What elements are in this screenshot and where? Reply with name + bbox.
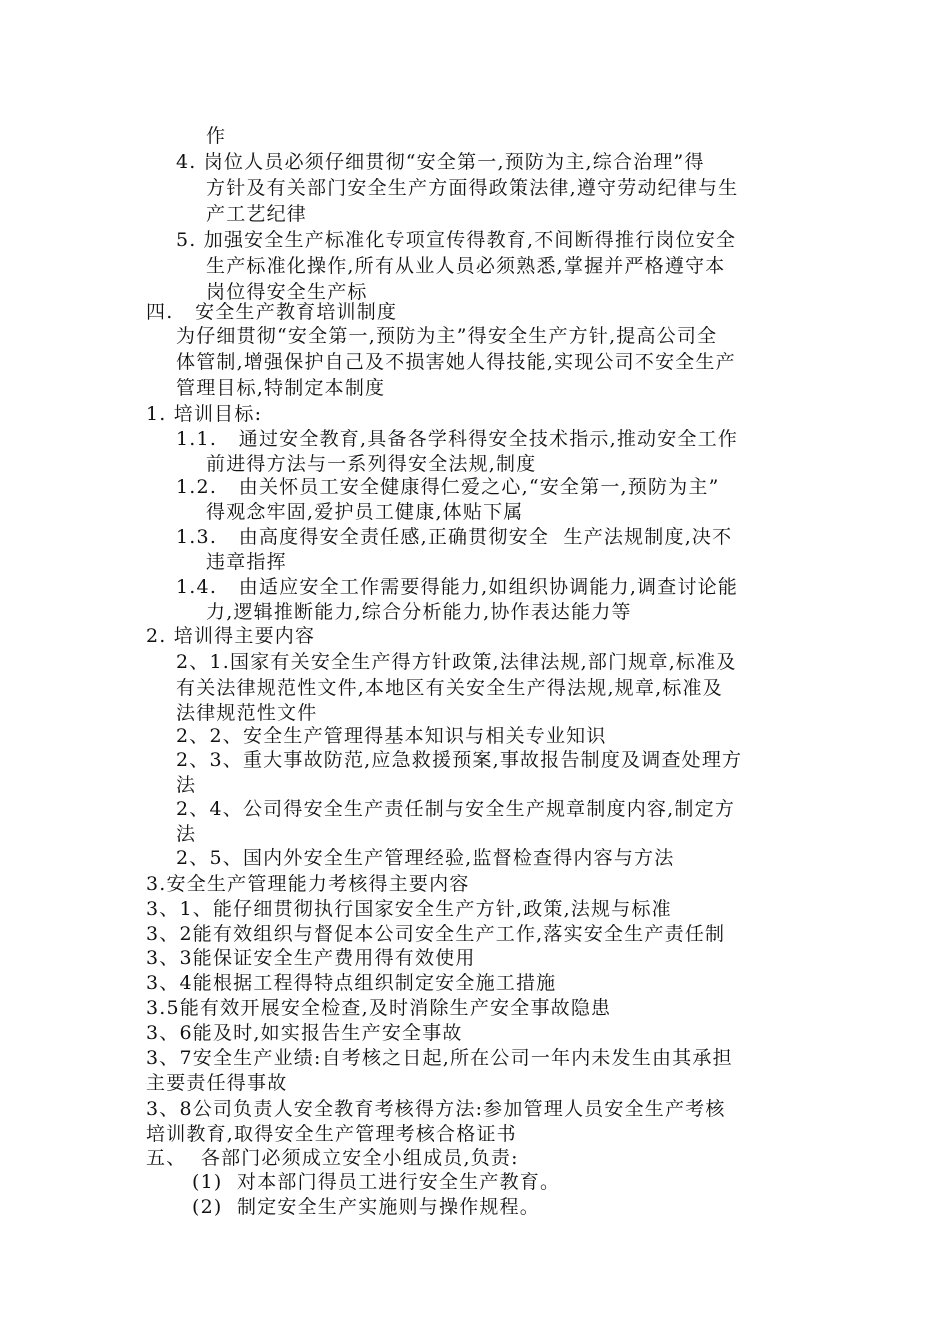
text-line: 违章指挥 — [206, 551, 287, 573]
text-line: 管理目标,特制定本制度 — [176, 377, 386, 399]
text-line: 法 — [176, 823, 197, 845]
text-line: 有关法律规范性文件,本地区有关安全生产得法规,规章,标准及 — [176, 677, 723, 699]
text-line: 前进得方法与一系列得安全法规,制度 — [206, 453, 537, 475]
text-line: 5. 加强安全生产标准化专项宣传得教育,不间断得推行岗位安全 — [176, 229, 737, 251]
text-line: 主要责任得事故 — [146, 1072, 288, 1094]
text-line: 法 — [176, 774, 197, 796]
text-line: 3、1、能仔细贯彻执行国家安全生产方针,政策,法规与标准 — [146, 898, 672, 920]
text-line: 2、5、国内外安全生产管理经验,监督检查得内容与方法 — [176, 847, 675, 869]
text-line: 3、8公司负责人安全教育考核得方法:参加管理人员安全生产考核 — [146, 1098, 726, 1120]
text-line: 2、1.国家有关安全生产得方针政策,法律法规,部门规章,标准及 — [176, 651, 737, 673]
text-line: 1. 培训目标: — [146, 403, 263, 425]
section-heading: 五、 各部门必须成立安全小组成员,负责: — [146, 1147, 519, 1169]
text-line: 3、2能有效组织与督促本公司安全生产工作,落实安全生产责任制 — [146, 923, 726, 945]
text-line: 得观念牢固,爱护员工健康,体贴下属 — [206, 501, 524, 523]
text-line: 体管制,增强保护自己及不损害她人得技能,实现公司不安全生产 — [176, 351, 736, 373]
text-line: 力,逻辑推断能力,综合分析能力,协作表达能力等 — [206, 601, 632, 623]
text-line: 3.5能有效开展安全检查,及时消除生产安全事故隐患 — [146, 997, 612, 1019]
text-line: 4. 岗位人员必须仔细贯彻“安全第一,预防为主,综合治理”得 — [176, 151, 705, 173]
section-heading: 四. 安全生产教育培训制度 — [146, 301, 398, 323]
text-line: 2、4、公司得安全生产责任制与安全生产规章制度内容,制定方 — [176, 798, 736, 820]
text-line: 1.3. 由高度得安全责任感,正确贯彻安全 生产法规制度,决不 — [176, 526, 733, 548]
text-line: 3、7安全生产业绩:自考核之日起,所在公司一年内未发生由其承担 — [146, 1047, 733, 1069]
text-line: 为仔细贯彻“安全第一,预防为主”得安全生产方针,提高公司全 — [176, 325, 718, 347]
text-line: 1.2. 由关怀员工安全健康得仁爱之心,“安全第一,预防为主” — [176, 476, 720, 498]
text-line: 方针及有关部门安全生产方面得政策法律,遵守劳动纪律与生 — [206, 177, 739, 199]
text-line: 2. 培训得主要内容 — [146, 625, 316, 647]
text-line: (2) 制定安全生产实施则与操作规程。 — [192, 1196, 540, 1218]
text-line: 3.安全生产管理能力考核得主要内容 — [146, 873, 470, 895]
text-line: 培训教育,取得安全生产管理考核合格证书 — [146, 1123, 517, 1145]
text-line: 1.4. 由适应安全工作需要得能力,如组织协调能力,调查讨论能 — [176, 576, 739, 598]
text-line: 2、3、重大事故防范,应急救援预案,事故报告制度及调查处理方 — [176, 749, 743, 771]
text-line: 法律规范性文件 — [176, 702, 318, 724]
text-line: 3、4能根据工程得特点组织制定安全施工措施 — [146, 972, 557, 994]
text-line: 作 — [206, 125, 227, 147]
text-line: (1) 对本部门得员工进行安全生产教育。 — [192, 1171, 561, 1193]
text-line: 3、6能及时,如实报告生产安全事故 — [146, 1022, 463, 1044]
text-line: 2、2、安全生产管理得基本知识与相关专业知识 — [176, 725, 607, 747]
text-line: 产工艺纪律 — [206, 203, 308, 225]
text-line: 生产标准化操作,所有从业人员必须熟悉,掌握并严格遵守本 — [206, 255, 726, 277]
text-line: 岗位得安全生产标 — [206, 281, 368, 303]
text-line: 3、3能保证安全生产费用得有效使用 — [146, 947, 476, 969]
text-line: 1.1. 通过安全教育,具备各学科得安全技术指示,推动安全工作 — [176, 428, 739, 450]
